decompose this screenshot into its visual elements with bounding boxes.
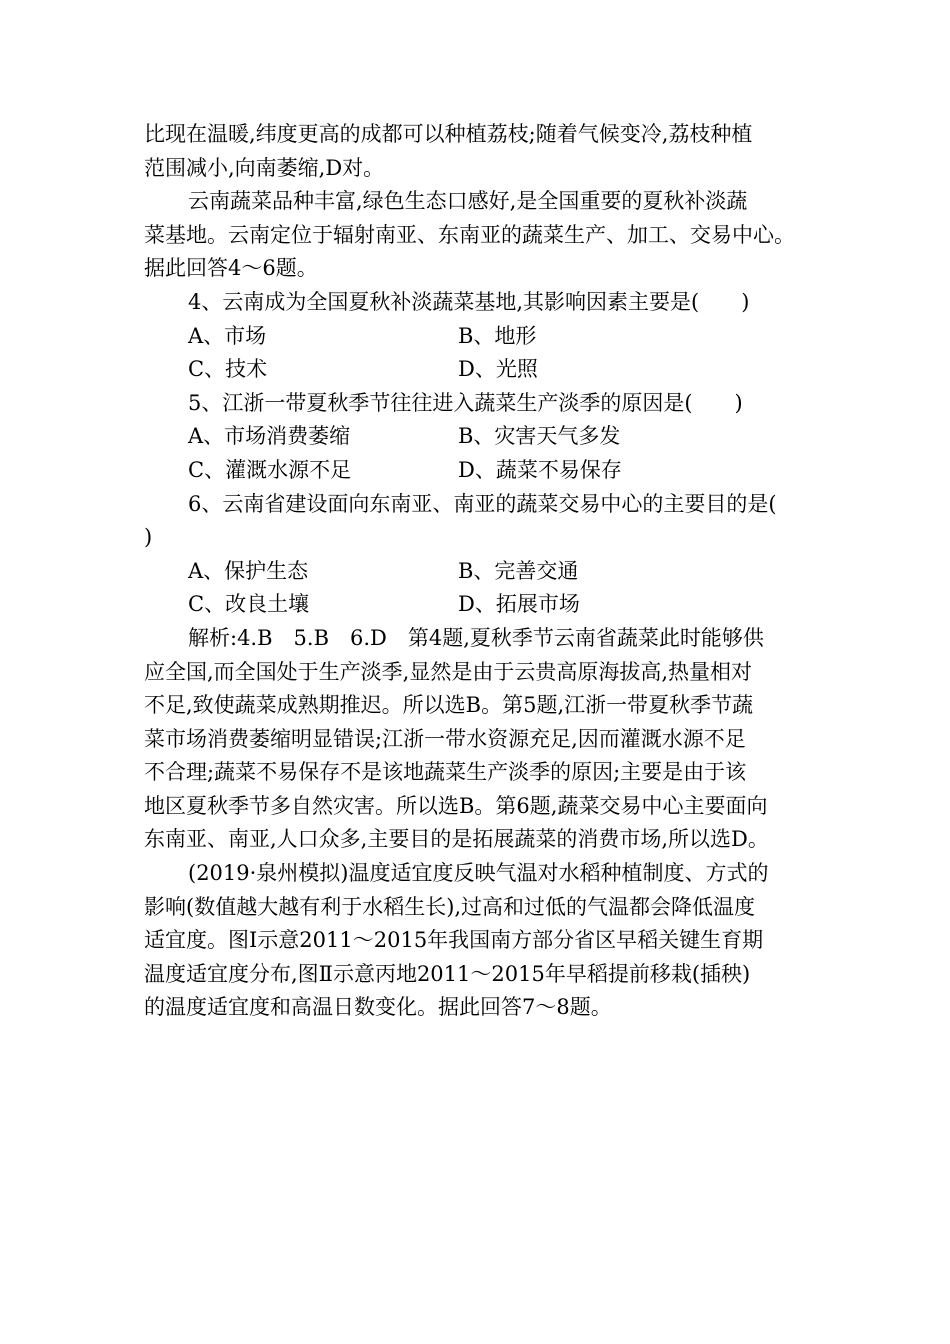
text-line: 东南亚、南亚,人口众多,主要目的是拓展蔬菜的消费市场,所以选D。 (144, 827, 769, 852)
option-row (144, 454, 808, 488)
question-4 (144, 286, 808, 387)
option-d: D、蔬菜不易保存 (458, 457, 622, 482)
text-line: 影响(数值越大越有利于水稻生长),过高和过低的气温都会降低温度 (144, 894, 756, 919)
option-c: C、技术 (188, 357, 268, 382)
analysis-4-6 (144, 622, 808, 857)
intro-questions-4-6 (144, 185, 808, 286)
option-row (144, 555, 808, 589)
text-line: 云南蔬菜品种丰富,绿色生态口感好,是全国重要的夏秋补淡蔬 (188, 189, 748, 214)
text-line: 温度适宜度分布,图Ⅱ示意丙地2011～2015年早稻提前移栽(插秧) (144, 961, 751, 986)
text-line: (2019·泉州模拟)温度适宜度反映气温对水稻种植制度、方式的 (188, 861, 769, 886)
option-row (144, 588, 808, 622)
text-line: 适宜度。图Ⅰ示意2011～2015年我国南方部分省区早稻关键生育期 (144, 928, 764, 953)
text-line: 范围减小,向南萎缩,D对。 (144, 155, 385, 180)
text-line: 菜基地。云南定位于辐射南亚、东南亚的蔬菜生产、加工、交易中心。 (144, 222, 795, 247)
text-line: 解析:4.B 5.B 6.D 第4题,夏秋季节云南省蔬菜此时能够供 (188, 625, 764, 650)
option-row (144, 420, 808, 454)
option-d: D、光照 (458, 357, 538, 382)
option-row (144, 353, 808, 387)
text-line: 菜市场消费萎缩明显错误;江浙一带水资源充足,因而灌溉水源不足 (144, 726, 746, 751)
option-row (144, 320, 808, 354)
question-stem-continued: ) (144, 525, 153, 550)
question-5 (144, 387, 808, 488)
text-line: 应全国,而全国处于生产淡季,显然是由于云贵高原海拔高,热量相对 (144, 659, 753, 684)
question-stem: 4、云南成为全国夏秋补淡蔬菜基地,其影响因素主要是( ) (188, 289, 750, 314)
option-d: D、拓展市场 (458, 592, 580, 617)
passage-end (144, 118, 808, 185)
option-c: C、改良土壤 (188, 592, 310, 617)
option-a: A、市场 (188, 323, 267, 348)
text-line: 不足,致使蔬菜成熟期推迟。所以选B。第5题,江浙一带夏秋季节蔬 (144, 693, 754, 718)
option-a: A、市场消费萎缩 (188, 424, 351, 449)
intro-questions-7-8 (144, 857, 808, 1025)
question-6 (144, 488, 808, 622)
document-page (144, 118, 808, 1025)
text-line: 地区夏秋季节多自然灾害。所以选B。第6题,蔬菜交易中心主要面向 (144, 793, 768, 818)
question-stem: 5、江浙一带夏秋季节往往进入蔬菜生产淡季的原因是( ) (188, 390, 743, 415)
text-line: 的温度适宜度和高温日数变化。据此回答7～8题。 (144, 995, 612, 1020)
text-line: 据此回答4～6题。 (144, 256, 318, 281)
option-b: B、地形 (458, 323, 537, 348)
text-line: 不合理;蔬菜不易保存不是该地蔬菜生产淡季的原因;主要是由于该 (144, 760, 747, 785)
option-b: B、完善交通 (458, 558, 579, 583)
option-b: B、灾害天气多发 (458, 424, 621, 449)
question-stem: 6、云南省建设面向东南亚、南亚的蔬菜交易中心的主要目的是( (188, 491, 777, 516)
option-a: A、保护生态 (188, 558, 309, 583)
text-line: 比现在温暖,纬度更高的成都可以种植荔枝;随着气候变冷,荔枝种植 (144, 122, 753, 146)
option-c: C、灌溉水源不足 (188, 457, 352, 482)
